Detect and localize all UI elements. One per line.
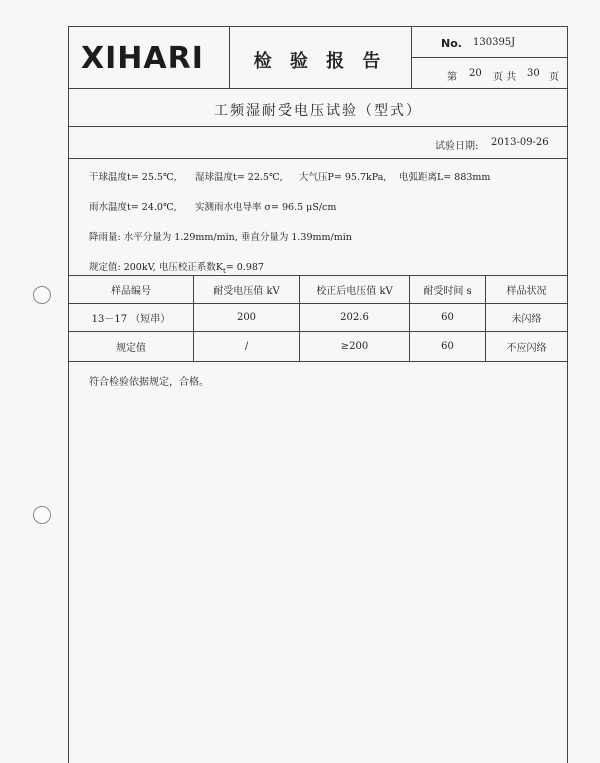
report-frame: [68, 26, 568, 763]
subtitle-row: [69, 89, 567, 127]
conclusion-text: 符合检验依据规定，合格。: [89, 377, 209, 388]
date-row: [69, 127, 567, 159]
column-header: 耐受时间 s: [409, 276, 485, 303]
page-mid: 页 共: [493, 72, 517, 83]
dry-bulb-temp: 干球温度t= 25.5℃,: [89, 172, 177, 183]
arc-distance: 电弧距离L= 883mm: [399, 172, 491, 183]
report-number-value: 130395J: [473, 37, 516, 48]
table-cell: ≥200: [299, 332, 409, 361]
column-header: 校正后电压值 kV: [299, 276, 409, 303]
spec-value-subscript: t: [222, 266, 226, 275]
page-total: 30: [527, 68, 540, 79]
report-title: 检 验 报 告: [253, 51, 387, 72]
rain-rate: 降雨量: 水平分量为 1.29mm/min, 垂直分量为 1.39mm/min: [89, 232, 352, 243]
table-cell: 60: [409, 304, 485, 331]
binder-hole: [33, 286, 51, 304]
atmospheric-pressure: 大气压P= 95.7kPa,: [299, 172, 387, 183]
column-header: 耐受电压值 kV: [193, 276, 299, 303]
test-date-label: 试验日期:: [435, 141, 479, 152]
table-cell: 60: [409, 332, 485, 361]
binder-hole: [33, 506, 51, 524]
rain-conductivity: 实测雨水电导率 σ= 96.5 μS/cm: [195, 202, 337, 213]
company-logo: XIHARI: [81, 41, 204, 76]
page-prefix: 第: [447, 72, 457, 83]
table-cell: 不应闪络: [485, 332, 567, 361]
test-date-value: 2013-09-26: [491, 137, 549, 148]
spec-value-tail: = 0.987: [225, 262, 264, 273]
test-subtitle: 工频湿耐受电压试验（型式）: [214, 103, 422, 119]
page-suffix: 页: [549, 72, 559, 83]
table-cell: 13－17 （短串）: [91, 314, 171, 325]
page-info: [411, 58, 567, 89]
spec-value: [89, 259, 264, 275]
rain-water-temp: 雨水温度t= 24.0℃,: [89, 202, 177, 213]
table-cell: 200: [193, 304, 299, 331]
spec-value-text: 规定值: 200kV, 电压校正系数K: [89, 262, 223, 273]
table-header: [69, 276, 567, 304]
table-cell: 未闪络: [485, 304, 567, 331]
page-number: 20: [469, 68, 482, 79]
table-cell: 202.6: [299, 304, 409, 331]
report-header: [69, 27, 567, 89]
column-header: 样品状况: [485, 276, 567, 303]
table-cell: /: [193, 332, 299, 361]
report-number: [411, 27, 567, 58]
table-row: [69, 304, 567, 332]
conditions-block: [69, 159, 567, 276]
column-header: 样品编号: [111, 286, 151, 297]
report-number-label: No.: [441, 37, 462, 50]
wet-bulb-temp: 湿球温度t= 22.5℃,: [195, 172, 283, 183]
table-cell: 规定值: [116, 343, 146, 354]
table-row: [69, 332, 567, 362]
